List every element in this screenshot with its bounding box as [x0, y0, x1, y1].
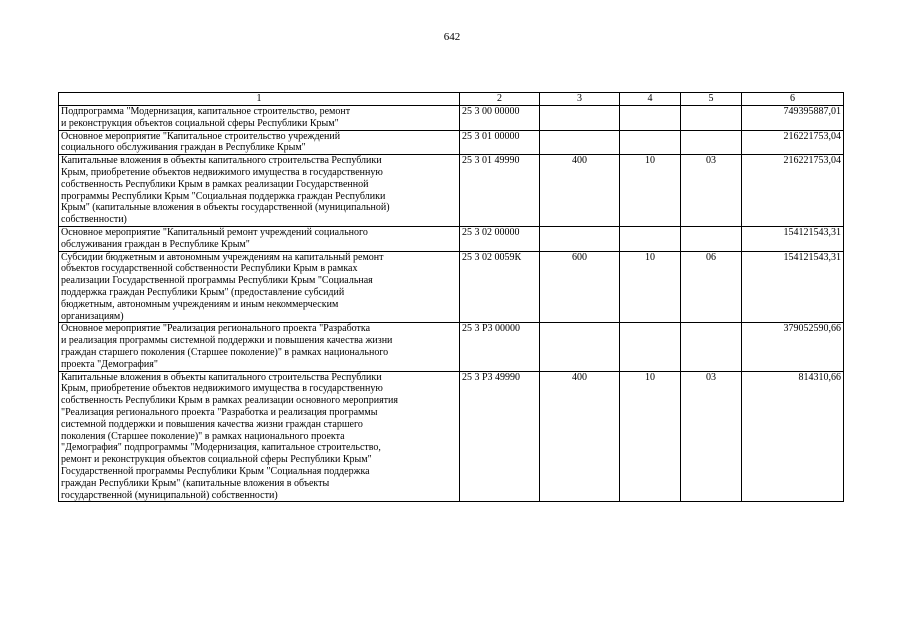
column-header-expense-type: 3 — [540, 93, 620, 106]
row-name-line: собственность Республики Крым в рамках реализации Государственной — [61, 178, 369, 190]
row-amount-cell: 814310,66 — [742, 371, 844, 502]
row-code-cell: 25 3 00 00000 — [460, 106, 540, 131]
column-header-code: 2 — [460, 93, 540, 106]
row-name-cell — [59, 130, 460, 155]
row-name-line: поддержка граждан Республики Крым" (предоставление субсидий — [61, 286, 345, 298]
row-name-line: и реализация программы системной поддержки и повышения качества жизни — [61, 335, 393, 347]
row-name-line: Крым, приобретение объектов недвижимого имущества в государственную — [61, 383, 383, 395]
page-number: 642 — [443, 31, 461, 43]
row-subsection-cell — [681, 226, 742, 251]
row-amount-cell: 216221753,04 — [742, 130, 844, 155]
row-code-cell: 25 3 01 00000 — [460, 130, 540, 155]
row-section-cell: 10 — [620, 251, 681, 323]
row-name-cell — [59, 106, 460, 131]
row-name-cell — [59, 226, 460, 251]
row-subsection-cell — [681, 106, 742, 131]
row-name-line: "Реализация регионального проекта "Разработка и реализация программы — [61, 406, 378, 418]
row-amount-cell: 154121543,31 — [742, 251, 844, 323]
row-name-line: собственность Республики Крым в рамках реализации основного мероприятия — [61, 395, 399, 407]
row-expense-type-cell: 400 — [540, 371, 620, 502]
row-name-line: Основное мероприятие "Реализация регионального проекта "Разработка — [61, 323, 371, 335]
table-row — [59, 251, 844, 323]
row-subsection-cell — [681, 130, 742, 155]
row-name-line: реализации Государственной программы Республики Крым "Социальная — [61, 275, 373, 287]
row-section-cell: 10 — [620, 155, 681, 227]
row-name-line: системной поддержки и повышения качества жизни граждан старшего — [61, 418, 363, 430]
row-section-cell — [620, 323, 681, 371]
row-name-line: поколения (Старшее поколение)" в рамках национального проекта — [61, 430, 345, 442]
row-amount-cell: 749395887,01 — [742, 106, 844, 131]
table-row — [59, 155, 844, 227]
row-name-line: Основное мероприятие "Капитальное строительство учреждений — [61, 130, 341, 142]
row-expense-type-cell — [540, 106, 620, 131]
row-code-cell: 25 3 02 00000 — [460, 226, 540, 251]
table-body — [59, 106, 844, 502]
row-expense-type-cell — [540, 323, 620, 371]
row-name-line: Крым" (капитальные вложения в объекты государственной (муниципальной) — [61, 202, 390, 214]
row-amount-cell: 379052590,66 — [742, 323, 844, 371]
row-code-cell: 25 3 Р3 49990 — [460, 371, 540, 502]
table-header-row — [59, 93, 844, 106]
row-code-cell: 25 3 01 49990 — [460, 155, 540, 227]
row-subsection-cell: 03 — [681, 371, 742, 502]
row-name-line: Основное мероприятие "Капитальный ремонт учреждений социального — [61, 226, 368, 238]
column-header-name: 1 — [59, 93, 460, 106]
table-row — [59, 371, 844, 502]
row-name-line: организациям) — [61, 310, 124, 322]
row-section-cell — [620, 226, 681, 251]
row-subsection-cell: 06 — [681, 251, 742, 323]
row-section-cell: 10 — [620, 371, 681, 502]
row-subsection-cell — [681, 323, 742, 371]
row-expense-type-cell — [540, 130, 620, 155]
column-header-amount: 6 — [742, 93, 844, 106]
row-name-line: и реконструкция объектов социальной сферы Республики Крым" — [61, 117, 339, 129]
row-name-line: собственности) — [61, 214, 127, 226]
row-name-line: программы Республики Крым "Социальная поддержка граждан Республики — [61, 190, 386, 202]
row-name-line: Подпрограмма "Модернизация, капитальное строительство, ремонт — [61, 106, 351, 117]
row-name-line: граждан старшего поколения (Старшее поколение)" в рамках национального — [61, 346, 389, 358]
row-name-line: государственной (муниципальной) собственности) — [61, 489, 278, 501]
row-name-line: бюджетным, автономным учреждениям и иным некоммерческим — [61, 298, 339, 310]
row-expense-type-cell: 400 — [540, 155, 620, 227]
row-name-line: "Демография" подпрограммы "Модернизация, капитальное строительство, — [61, 442, 381, 454]
row-name-line: Капитальные вложения в объекты капитального строительства Республики — [61, 371, 382, 383]
row-name-line: объектов государственной собственности Республики Крым в рамках — [61, 263, 358, 275]
column-header-section: 4 — [620, 93, 681, 106]
row-amount-cell: 216221753,04 — [742, 155, 844, 227]
row-name-cell — [59, 251, 460, 323]
table-row — [59, 226, 844, 251]
row-name-line: социального обслуживания граждан в Республике Крым" — [61, 142, 306, 154]
row-name-line: Государственной программы Республики Крым "Социальная поддержка — [61, 465, 370, 477]
row-name-line: Субсидии бюджетным и автономным учреждениям на капитальный ремонт — [61, 251, 384, 263]
table-row — [59, 106, 844, 131]
row-section-cell — [620, 130, 681, 155]
budget-table — [58, 92, 844, 502]
row-name-cell — [59, 155, 460, 227]
row-name-cell — [59, 371, 460, 502]
row-name-line: проекта "Демография" — [61, 358, 158, 370]
row-section-cell — [620, 106, 681, 131]
row-subsection-cell: 03 — [681, 155, 742, 227]
row-name-line: граждан Республики Крым" (капитальные вложения в объекты — [61, 477, 330, 489]
table-row — [59, 323, 844, 371]
row-name-cell — [59, 323, 460, 371]
row-code-cell: 25 3 Р3 00000 — [460, 323, 540, 371]
row-name-line: Крым, приобретение объектов недвижимого имущества в государственную — [61, 166, 383, 178]
row-expense-type-cell — [540, 226, 620, 251]
row-name-line: обслуживания граждан в Республике Крым" — [61, 238, 250, 250]
column-header-subsection: 5 — [681, 93, 742, 106]
row-amount-cell: 154121543,31 — [742, 226, 844, 251]
row-expense-type-cell: 600 — [540, 251, 620, 323]
row-name-line: Капитальные вложения в объекты капитального строительства Республики — [61, 155, 382, 167]
row-code-cell: 25 3 02 0059К — [460, 251, 540, 323]
table-row — [59, 130, 844, 155]
row-name-line: ремонт и реконструкция объектов социальной сферы Республики Крым" — [61, 454, 372, 466]
